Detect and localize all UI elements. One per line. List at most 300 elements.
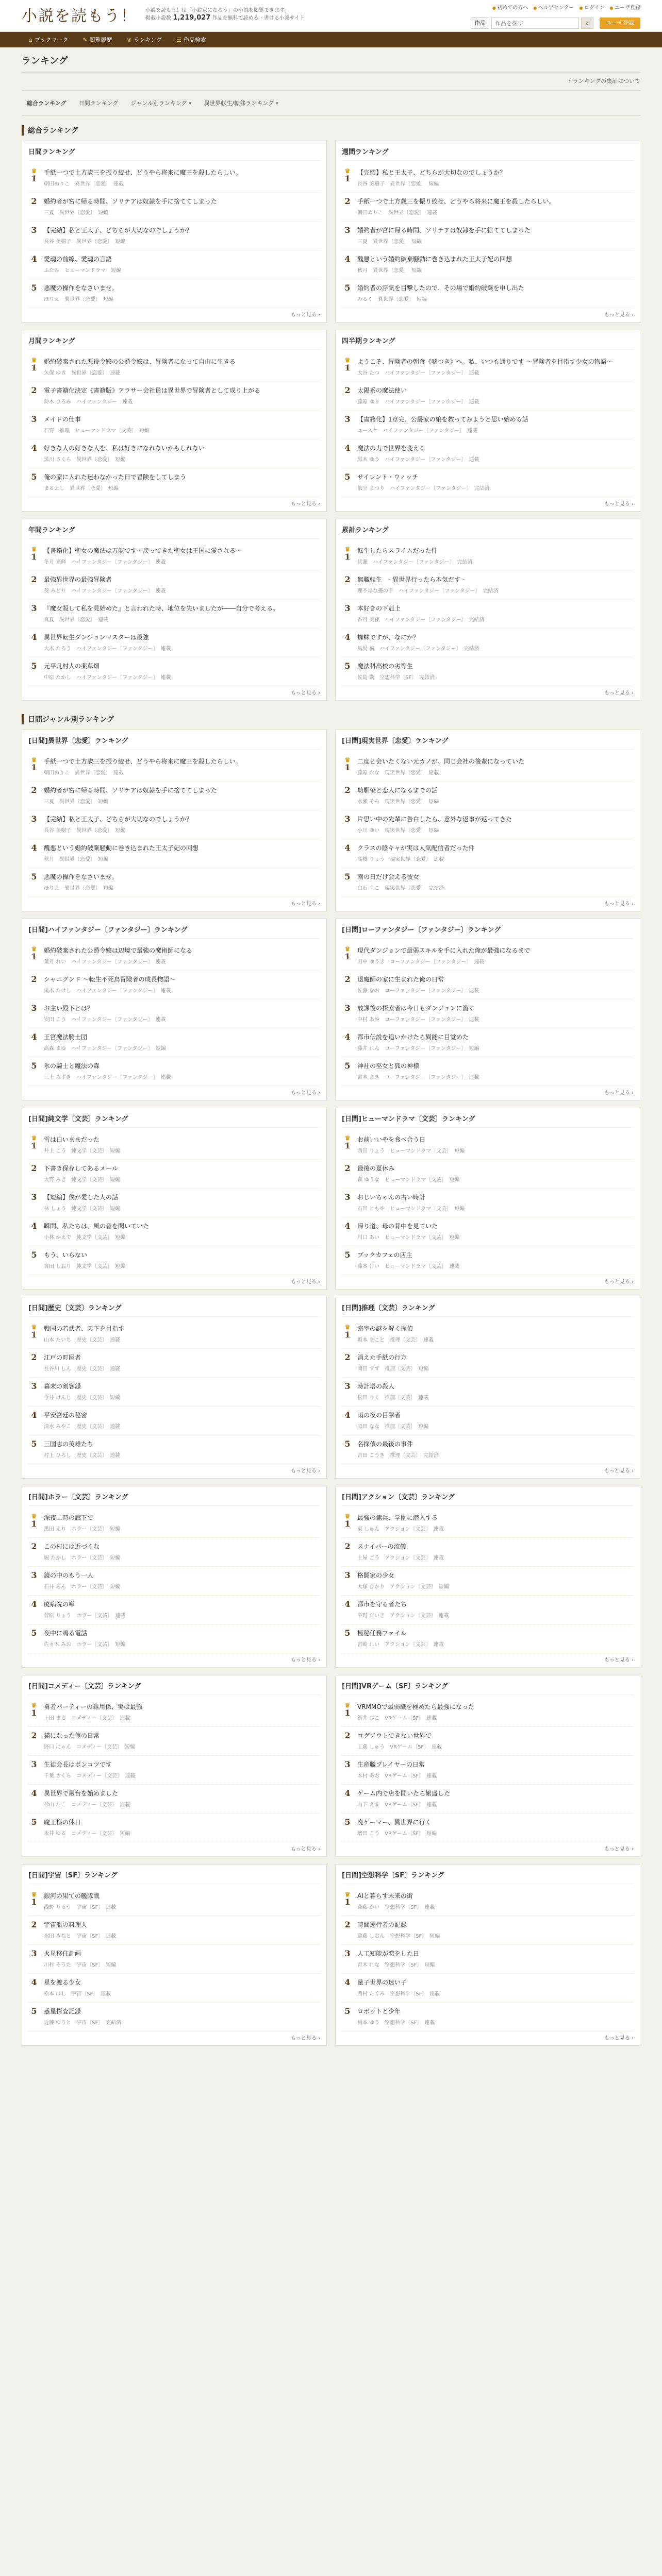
rank-body	[353, 1353, 634, 1372]
site-header	[0, 0, 662, 32]
top-link[interactable]: ● ヘルプセンター	[533, 3, 574, 11]
novel-meta: 工藤 しゅう VRゲーム〔SF〕 連載	[357, 1744, 442, 1750]
ranking-item[interactable]	[28, 571, 320, 600]
novel-title-link[interactable]: 婚約破棄された公爵令嬢は辺境で最強の魔術師になる	[44, 947, 193, 954]
novel-title-link[interactable]: ロボットと少年	[357, 2008, 401, 2015]
novel-title-link[interactable]: 醜悪という婚約破棄騒動に巻き込まれた王太子妃の回想	[357, 256, 512, 263]
novel-title-link[interactable]: 最強異世界の最強冒険者	[44, 576, 112, 583]
more-link[interactable]: もっと見る ›	[342, 1086, 634, 1096]
ranking-item[interactable]	[342, 629, 634, 657]
ranking-item[interactable]	[28, 1814, 320, 1842]
rank-body	[40, 662, 320, 681]
novel-title-link[interactable]: メイドの仕事	[44, 416, 81, 423]
novel-title-link[interactable]: 廃ゲーマー、異世界に行く	[357, 1819, 432, 1826]
novel-title-link[interactable]: 格闘家の少女	[357, 1572, 395, 1579]
novel-title-link[interactable]: 猫になった俺の日常	[44, 1732, 100, 1739]
novel-title-link[interactable]: 婚約破棄された悪役令嬢の公爵令嬢は、冒険者になって自由に生きる	[44, 358, 236, 365]
ranking-item[interactable]	[342, 571, 634, 600]
ranking-item[interactable]	[28, 942, 320, 971]
novel-title-link[interactable]: 【完結】私と王太子、どちらが大切なのでしょうか？	[44, 227, 193, 234]
novel-title-link[interactable]: 婚約者が宮に帰る時間、ソリテアは奴隷を手に捨ててしまった	[44, 198, 217, 205]
rank-body	[40, 1818, 320, 1837]
ranking-item[interactable]	[342, 810, 634, 839]
novel-title-link[interactable]: 『魔女殺して私を見始めた』と言われた時、地位を失いましたが――自分で考える。	[44, 605, 279, 612]
novel-title-link[interactable]: 幼馴染と恋人になるまでの話	[357, 787, 438, 794]
novel-meta: 葉月 れい ハイファンタジー〔ファンタジー〕 連載	[44, 959, 166, 965]
ranking-card	[335, 330, 640, 512]
nav-item[interactable]	[22, 36, 75, 44]
novel-title-link[interactable]: 俺の家に入れた迷わなかった日で冒険をしてしまう	[44, 473, 187, 481]
ranking-tab[interactable]: 異世界転生/転移ランキング ▾	[199, 96, 284, 110]
ranking-item[interactable]	[342, 1916, 634, 1945]
rank-body	[353, 1600, 634, 1619]
novel-title-link[interactable]: 婚約者が宮に帰る時間、ソリテアは奴隷を手に捨ててしまった	[44, 787, 217, 794]
novel-title-link[interactable]: ブックカフェの店主	[357, 1251, 412, 1259]
novel-title-link[interactable]: 魔法科高校の劣等生	[357, 663, 413, 670]
novel-title-link[interactable]: 江戸の町医者	[44, 1354, 81, 1361]
ranking-item[interactable]	[28, 468, 320, 497]
novel-title-link[interactable]: 惑星探査記録	[44, 2008, 81, 2015]
ranking-item[interactable]	[28, 782, 320, 810]
novel-meta: 高橋 りょう 現実世界〔恋愛〕 連載	[357, 857, 444, 862]
novel-title-link[interactable]: 廃病院の噂	[44, 1601, 75, 1608]
ranking-item[interactable]	[28, 382, 320, 411]
novel-title-link[interactable]: 雪は白いままだった	[44, 1136, 100, 1143]
rank-body	[353, 1032, 634, 1052]
rank-body	[353, 946, 634, 965]
novel-title-link[interactable]: 瞬間、私たちは、風の音を聞いていた	[44, 1223, 150, 1230]
novel-title-link[interactable]: 醜悪という婚約破棄騒動に巻き込まれた王太子妃の回想	[44, 844, 199, 852]
nav-icon: ☰	[176, 36, 181, 43]
ranking-item[interactable]	[342, 193, 634, 222]
crown-icon: ♛ 1	[28, 1891, 40, 1910]
novel-title-link[interactable]: 【書籍化】聖女の魔法は万能です～戻ってきた聖女は王国に愛される～	[44, 547, 242, 554]
novel-title-link[interactable]: 時計塔の殺人	[357, 1383, 395, 1390]
novel-title-link[interactable]: 現代ダンジョンで最弱スキルを手に入れた俺が最強になるまで	[357, 947, 531, 954]
novel-title-link[interactable]: 転生したらスライムだった件	[357, 547, 438, 554]
ranking-item[interactable]	[342, 1509, 634, 1538]
novel-title-link[interactable]: 下書き保存してあるメール	[44, 1165, 118, 1172]
ranking-item[interactable]	[28, 439, 320, 468]
novel-title-link[interactable]: 消えた手紙の行方	[357, 1354, 407, 1361]
rank-body	[353, 1164, 634, 1183]
novel-title-link[interactable]: 太陽系の魔法使い	[357, 387, 407, 394]
novel-title-link[interactable]: 極秘任務ファイル	[357, 1630, 407, 1637]
ranking-item[interactable]	[28, 1624, 320, 1653]
ranking-card-title: 日間ランキング	[28, 146, 320, 161]
ranking-item[interactable]	[342, 1567, 634, 1596]
ranking-item[interactable]	[28, 1538, 320, 1567]
novel-title-link[interactable]: 【完結】私と王太子、どちらが大切なのでしょうか？	[357, 169, 506, 176]
novel-title-link[interactable]: 生産職プレイヤーの日常	[357, 1761, 425, 1768]
ranking-item[interactable]	[342, 279, 634, 308]
rank-body	[353, 1731, 634, 1750]
ranking-item[interactable]	[342, 1189, 634, 1217]
ranking-item[interactable]	[28, 1596, 320, 1624]
ranking-item[interactable]	[342, 1349, 634, 1378]
novel-title-link[interactable]: 鏡の中のもう一人	[44, 1572, 94, 1579]
novel-title-link[interactable]: 愛魂の前線、愛魂の言語	[44, 256, 112, 263]
ranking-item[interactable]	[342, 542, 634, 571]
ranking-card	[22, 1864, 327, 2046]
novel-title-link[interactable]: 幕末の剣客録	[44, 1383, 81, 1390]
novel-title-link[interactable]: 宇宙船の料理人	[44, 1921, 88, 1928]
ranking-item[interactable]	[342, 1538, 634, 1567]
ranking-item[interactable]	[342, 1160, 634, 1189]
novel-title-link[interactable]: 王宮魔法騎士団	[44, 1033, 88, 1041]
novel-title-link[interactable]: 三国志の英雄たち	[44, 1440, 94, 1448]
top-link[interactable]: ● ユーザ登録	[609, 3, 640, 11]
novel-title-link[interactable]: 悪魔の操作をなさいませ。	[44, 284, 118, 292]
novel-meta: 宮田 しおり 純文学〔文芸〕 短編	[44, 1264, 126, 1269]
novel-meta: 黒木 ゆう ハイファンタジー〔ファンタジー〕 連載	[357, 457, 479, 463]
novel-title-link[interactable]: 星を渡る少女	[44, 1979, 81, 1986]
ranking-item[interactable]	[28, 971, 320, 999]
ranking-item[interactable]	[342, 1814, 634, 1842]
ranking-item[interactable]	[28, 1974, 320, 2003]
ranking-item[interactable]	[342, 222, 634, 250]
ranking-item[interactable]	[342, 1131, 634, 1160]
ranking-item[interactable]	[342, 999, 634, 1028]
ranking-item[interactable]	[342, 1028, 634, 1057]
ranking-tab[interactable]: ジャンル別ランキング ▾	[125, 96, 196, 110]
novel-title-link[interactable]: 手紙一つで土方歳三を振り絞せ、どうやら将来に魔王を殺したらしい。	[357, 198, 555, 205]
novel-meta: 福田 みなと 宇宙〔SF〕 連載	[44, 1934, 117, 1939]
ranking-item[interactable]	[342, 1406, 634, 1435]
novel-title-link[interactable]: 雨の日だけ会える彼女	[357, 873, 420, 880]
rank-number: 3	[344, 1192, 351, 1202]
rank-number: 2	[344, 196, 351, 206]
rank-number: 3	[31, 1192, 37, 1202]
ranking-item[interactable]	[28, 411, 320, 439]
novel-title-link[interactable]: 蜘蛛ですが、なにか？	[357, 634, 420, 641]
ranking-item[interactable]	[342, 411, 634, 439]
novel-title-link[interactable]: 火星移住計画	[44, 1950, 81, 1957]
search-input[interactable]	[491, 18, 579, 29]
novel-title-link[interactable]: 夜中に鳴る電話	[44, 1630, 88, 1637]
rank-number: 4	[31, 1977, 37, 1987]
ranking-item[interactable]	[28, 193, 320, 222]
ranking-item[interactable]	[28, 1785, 320, 1814]
ranking-item[interactable]	[28, 1349, 320, 1378]
novel-title-link[interactable]: 魔王様の休日	[44, 1819, 81, 1826]
novel-title-link[interactable]: 電子書籍化決定《書籍版》アラサー会社員は異世界で冒険者として成り上がる	[44, 387, 261, 394]
rank-body	[353, 1250, 634, 1269]
novel-title-link[interactable]: 密室の謎を解く探偵	[357, 1325, 413, 1332]
more-link[interactable]: もっと見る ›	[342, 897, 634, 907]
rank-body	[40, 843, 320, 862]
more-link[interactable]: もっと見る ›	[28, 1653, 320, 1663]
novel-title-link[interactable]: 神社の巫女と狐の神様	[357, 1062, 420, 1070]
novel-title-link[interactable]: 生徒会長はポンコツです	[44, 1761, 112, 1768]
novel-title-link[interactable]: サイレント・ウィッチ	[357, 473, 419, 481]
novel-title-link[interactable]: 都市伝説を追いかけたら異能に目覚めた	[357, 1033, 469, 1041]
ranking-item[interactable]	[28, 1698, 320, 1727]
nav-item[interactable]	[169, 36, 213, 44]
novel-title-link[interactable]: 最強の傭兵、学園に潜入する	[357, 1514, 438, 1521]
novel-title-link[interactable]: 深夜二時の廊下で	[44, 1514, 94, 1521]
novel-title-link[interactable]: シャニグンド ～転生不死鳥冒険者の成長物語～	[44, 976, 176, 983]
novel-meta: 宮本 さき ローファンタジー〔ファンタジー〕 連載	[357, 1075, 479, 1080]
more-link[interactable]: もっと見る ›	[28, 686, 320, 696]
rank-number: 4	[344, 254, 351, 264]
novel-title-link[interactable]: 勇者パーティーの雑用係、実は最強	[44, 1703, 143, 1710]
ranking-item[interactable]	[342, 942, 634, 971]
novel-title-link[interactable]: この村には近づくな	[44, 1543, 100, 1550]
nav-item[interactable]	[119, 36, 169, 44]
ranking-item[interactable]	[28, 1320, 320, 1349]
novel-title-link[interactable]: 本好きの下剋上	[357, 605, 401, 612]
novel-title-link[interactable]: 好きな人の好きな人を、私は好きになれないかもしれない	[44, 445, 205, 452]
novel-title-link[interactable]: おじいちゃんの古い時計	[357, 1194, 426, 1201]
nav-item[interactable]	[75, 36, 119, 44]
ranking-item[interactable]	[28, 250, 320, 279]
more-link[interactable]: もっと見る ›	[342, 1653, 634, 1663]
ranking-card-title: 累計ランキング	[342, 524, 634, 539]
ranking-item[interactable]	[342, 1596, 634, 1624]
novel-title-link[interactable]: ログアウトできない世界で	[357, 1732, 432, 1739]
rank-number: 3	[31, 603, 37, 613]
novel-title-link[interactable]: 人工知能が恋をした日	[357, 1950, 420, 1957]
rank-body	[353, 604, 634, 623]
rank-body	[353, 1004, 634, 1023]
ranking-item[interactable]	[28, 164, 320, 193]
ranking-item[interactable]	[28, 1246, 320, 1275]
novel-meta: 三夏 異世界〔恋愛〕 短編	[44, 210, 108, 216]
rank-body	[353, 168, 634, 187]
more-link[interactable]: もっと見る ›	[342, 2031, 634, 2041]
novel-title-link[interactable]: 【短編】僕が愛した人の話	[44, 1194, 119, 1201]
more-link[interactable]: もっと見る ›	[342, 1464, 634, 1474]
ranking-card-title: 週間ランキング	[342, 146, 634, 161]
ranking-item[interactable]	[28, 2003, 320, 2031]
ranking-item[interactable]	[342, 782, 634, 810]
ranking-item[interactable]	[28, 1378, 320, 1406]
ranking-item[interactable]	[28, 1189, 320, 1217]
crown-icon: ♛ 1	[342, 757, 353, 776]
more-link[interactable]: もっと見る ›	[342, 497, 634, 507]
top-link[interactable]: ● ログイン	[579, 3, 604, 11]
ranking-item[interactable]	[342, 1887, 634, 1916]
novel-title-link[interactable]: ゲーム内で店を開いたら繁盛した	[357, 1790, 451, 1797]
about-ranking-link[interactable]: › ランキングの集計について	[22, 73, 640, 90]
rank-body	[40, 255, 320, 274]
ranking-item[interactable]	[342, 1945, 634, 1974]
novel-title-link[interactable]: 時間遡行者の記録	[357, 1921, 407, 1928]
ranking-item[interactable]	[28, 1057, 320, 1086]
ranking-item[interactable]	[342, 600, 634, 629]
novel-title-link[interactable]: 異世界転生ダンジョンマスターは最強	[44, 634, 149, 641]
novel-title-link[interactable]: 元平凡村人の薬草畑	[44, 663, 100, 670]
search-icon[interactable]: ⌕	[581, 18, 593, 29]
novel-title-link[interactable]: 都市を守る者たち	[357, 1601, 407, 1608]
novel-title-link[interactable]: 銀河の果ての艦隊戦	[44, 1892, 100, 1900]
user-register-button[interactable]: ユーザ登録	[600, 18, 640, 29]
novel-title-link[interactable]: 二度と会いたくない元カノが、同じ会社の後輩になっていた	[357, 758, 525, 765]
more-link[interactable]: もっと見る ›	[28, 1842, 320, 1852]
novel-title-link[interactable]: 名探偵の最後の事件	[357, 1440, 413, 1448]
ranking-item[interactable]	[342, 971, 634, 999]
ranking-item[interactable]	[28, 1567, 320, 1596]
novel-meta: 川口 あい ヒューマンドラマ〔文芸〕 短編	[357, 1235, 460, 1241]
novel-meta: 佐々木 みお ホラー〔文芸〕 短編	[44, 1642, 126, 1648]
novel-title-link[interactable]: 雨の夜の目撃者	[357, 1412, 401, 1419]
novel-title-link[interactable]: VRMMOで最弱職を極めたら最強になった	[357, 1703, 474, 1710]
novel-title-link[interactable]: クラスの陰キャが実は人気配信者だった件	[357, 844, 475, 852]
rank-body	[40, 1702, 320, 1721]
ranking-item[interactable]	[28, 868, 320, 897]
ranking-item[interactable]	[342, 2003, 634, 2031]
novel-title-link[interactable]: お前いいやを食べ合う日	[357, 1136, 426, 1143]
novel-title-link[interactable]: ようこそ、冒険者の朝食《嘘つき》へ。私、いつも通りです ～冒険者を目指す少女の物語～	[357, 358, 613, 365]
novel-title-link[interactable]: 帰り道、母の背中を見ていた	[357, 1223, 438, 1230]
ranking-item[interactable]	[28, 753, 320, 782]
ranking-item[interactable]	[28, 1727, 320, 1756]
novel-meta: 朝田ぬりこ 異世界〔恋愛〕 連載	[44, 770, 124, 776]
ranking-item[interactable]	[342, 439, 634, 468]
novel-title-link[interactable]: 退魔師の家に生まれた俺の日常	[357, 976, 444, 983]
novel-count: 1,219,027	[173, 14, 211, 22]
ranking-card	[22, 1675, 327, 1857]
ranking-item[interactable]	[28, 279, 320, 308]
ranking-item[interactable]	[28, 542, 320, 571]
novel-title-link[interactable]: 異世界で屋台を始めました	[44, 1790, 119, 1797]
novel-title-link[interactable]: 魔法の力で世界を変える	[357, 445, 426, 452]
novel-meta: 三夏 異世界〔恋愛〕 短編	[357, 239, 422, 245]
more-link[interactable]: もっと見る ›	[28, 897, 320, 907]
ranking-item[interactable]	[28, 222, 320, 250]
ranking-item[interactable]	[342, 1320, 634, 1349]
ranking-item[interactable]	[28, 839, 320, 868]
ranking-item[interactable]	[28, 1131, 320, 1160]
novel-title-link[interactable]: 平安宮廷の秘密	[44, 1412, 88, 1419]
ranking-card	[22, 919, 327, 1100]
ranking-item[interactable]	[28, 810, 320, 839]
ranking-item[interactable]	[28, 1509, 320, 1538]
more-link[interactable]: もっと見る ›	[342, 308, 634, 318]
ranking-item[interactable]	[342, 468, 634, 497]
rank-number: 4	[344, 632, 351, 642]
rank-number: 5	[344, 872, 351, 882]
more-link[interactable]: もっと見る ›	[28, 1464, 320, 1474]
rank-body	[40, 1789, 320, 1808]
ranking-item[interactable]	[342, 353, 634, 382]
novel-title-link[interactable]: 量子世界の迷い子	[357, 1979, 407, 1986]
ranking-item[interactable]	[342, 1698, 634, 1727]
more-link[interactable]: もっと見る ›	[28, 2031, 320, 2041]
ranking-item[interactable]	[342, 250, 634, 279]
ranking-item[interactable]	[28, 353, 320, 382]
rank-number: 5	[344, 283, 351, 293]
novel-title-link[interactable]: 最後の夏休み	[357, 1165, 395, 1172]
novel-meta: 長谷 美樹子 異世界〔恋愛〕 短編	[357, 181, 439, 187]
ranking-item[interactable]	[28, 1887, 320, 1916]
ranking-item[interactable]	[28, 1160, 320, 1189]
ranking-item[interactable]	[28, 999, 320, 1028]
ranking-item[interactable]	[28, 1945, 320, 1974]
ranking-item[interactable]	[342, 1217, 634, 1246]
ranking-item[interactable]	[28, 1028, 320, 1057]
rank-body	[40, 1978, 320, 1997]
ranking-item[interactable]	[342, 1756, 634, 1785]
site-logo[interactable]: 小説を読もう！	[22, 7, 137, 25]
ranking-item[interactable]	[342, 1624, 634, 1653]
rank-number: 5	[31, 1439, 37, 1449]
novel-meta: 黒川 さくら 異世界〔恋愛〕 短編	[44, 457, 126, 463]
novel-meta: 石野 推理 ヒューマンドラマ〔文芸〕 短編	[44, 428, 150, 434]
ranking-item[interactable]	[28, 657, 320, 686]
rank-number: 3	[31, 1948, 37, 1958]
ranking-item[interactable]	[342, 1785, 634, 1814]
ranking-tab[interactable]: 日間ランキング	[78, 100, 119, 107]
novel-title-link[interactable]: 【書籍化】1章完、公爵家の娘を救ってみようと思い始める話	[357, 416, 528, 423]
ranking-item[interactable]	[342, 164, 634, 193]
more-link[interactable]: もっと見る ›	[342, 1275, 634, 1285]
rank-body	[353, 575, 634, 594]
more-link[interactable]: もっと見る ›	[342, 686, 634, 696]
ranking-item[interactable]	[342, 868, 634, 897]
ranking-item[interactable]	[342, 382, 634, 411]
ranking-item[interactable]	[342, 1057, 634, 1086]
novel-title-link[interactable]: 氷の騎士と魔法の森	[44, 1062, 100, 1070]
novel-title-link[interactable]: 手紙一つで土方歳三を振り絞せ、どうやら将来に魔王を殺したらしい。	[44, 758, 242, 765]
ranking-item[interactable]	[342, 839, 634, 868]
ranking-tab[interactable]: 総合ランキング	[27, 100, 67, 107]
ranking-item[interactable]	[28, 629, 320, 657]
novel-title-link[interactable]: 手紙一つで土方歳三を振り絞せ、どうやら将来に魔王を殺したらしい。	[44, 169, 242, 176]
ranking-item[interactable]	[28, 1217, 320, 1246]
more-link[interactable]: もっと見る ›	[28, 1086, 320, 1096]
novel-title-link[interactable]: 戦国の若武者、天下を目指す	[44, 1325, 125, 1332]
ranking-item[interactable]	[342, 1378, 634, 1406]
rank-body	[40, 946, 320, 965]
novel-title-link[interactable]: 放課後の探索者は今日もダンジョンに潜る	[357, 1005, 475, 1012]
novel-title-link[interactable]: 悪魔の操作をなさいませ。	[44, 873, 118, 880]
novel-title-link[interactable]: 婚約者が宮に帰る時間、ソリテアは奴隷を手に捨ててしまった	[357, 227, 531, 234]
ranking-item[interactable]	[28, 1406, 320, 1435]
novel-meta: 杉山 たこ コメディー〔文芸〕 連載	[44, 1802, 130, 1808]
ranking-item[interactable]	[342, 657, 634, 686]
rank-number: 3	[344, 414, 351, 424]
novel-title-link[interactable]: スナイパーの流儀	[357, 1543, 406, 1550]
novel-title-link[interactable]: お主い殿下とは？	[44, 1005, 94, 1012]
search-type-select[interactable]: 作品	[471, 18, 489, 29]
crown-icon: ♛ 1	[342, 1513, 353, 1532]
ranking-item[interactable]	[28, 1756, 320, 1785]
more-link[interactable]: もっと見る ›	[28, 308, 320, 318]
ranking-item[interactable]	[28, 1435, 320, 1464]
ranking-item[interactable]	[342, 1727, 634, 1756]
rank-number: 4	[31, 1221, 37, 1231]
rank-number: 4	[344, 1599, 351, 1609]
ranking-item[interactable]	[342, 1246, 634, 1275]
novel-title-link[interactable]: 無職転生 - 異世界行ったら本気だす -	[357, 576, 465, 583]
top-link[interactable]: ● 初めての方へ	[492, 3, 528, 11]
novel-title-link[interactable]: もう、いらない	[44, 1251, 88, 1259]
ranking-item[interactable]	[28, 1916, 320, 1945]
novel-title-link[interactable]: 片思い中の先輩に告白したら、意外な返事が返ってきた	[357, 816, 512, 823]
ranking-item[interactable]	[28, 600, 320, 629]
more-link[interactable]: もっと見る ›	[28, 1275, 320, 1285]
more-link[interactable]: もっと見る ›	[28, 497, 320, 507]
novel-title-link[interactable]: 【完結】私と王太子、どちらが大切なのでしょうか？	[44, 816, 193, 823]
novel-title-link[interactable]: AIと暮らす未来の街	[357, 1892, 413, 1900]
novel-title-link[interactable]: 婚約者の浮気を目撃したので、その場で婚約破棄を申し出た	[357, 284, 524, 292]
ranking-item[interactable]	[342, 1974, 634, 2003]
ranking-item[interactable]	[342, 1435, 634, 1464]
more-link[interactable]: もっと見る ›	[342, 1842, 634, 1852]
ranking-item[interactable]	[342, 753, 634, 782]
